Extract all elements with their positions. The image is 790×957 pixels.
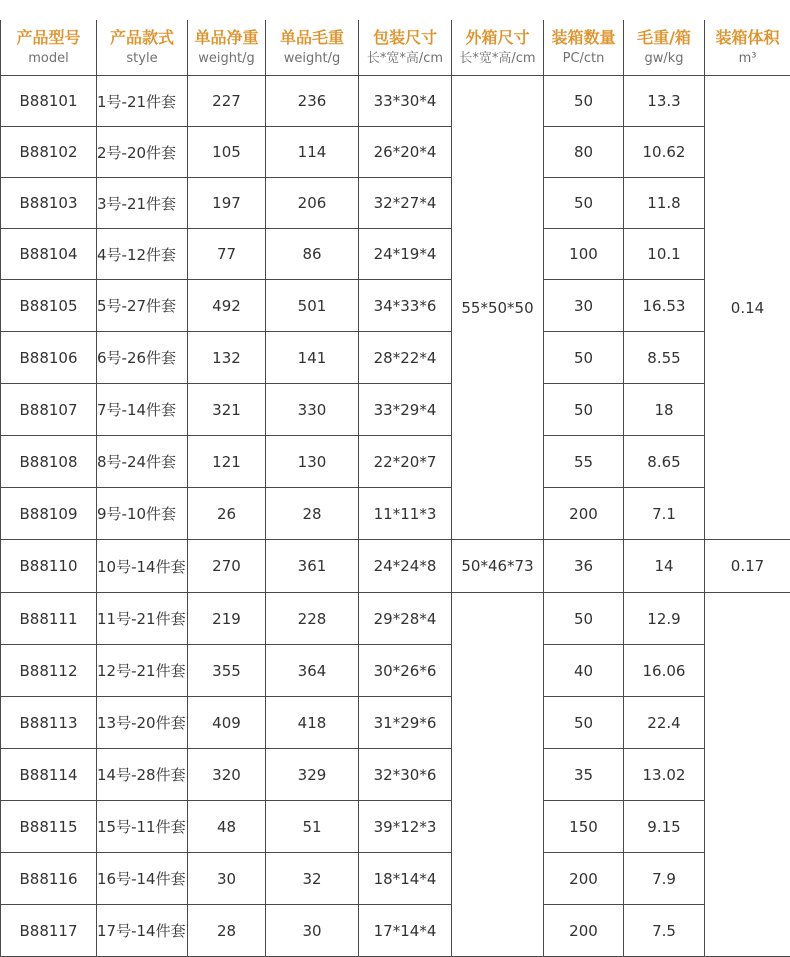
cell-net-weight: 48: [188, 801, 266, 853]
cell-net-weight: 355: [188, 645, 266, 697]
table-row: [1, 178, 790, 229]
table-row: [1, 853, 790, 905]
cell-carton-quantity: 50: [544, 593, 624, 645]
cell-gross-per-carton: 22.4: [624, 697, 705, 749]
cell-model: B88116: [1, 853, 97, 905]
cell-style: 1号-21件套: [97, 76, 188, 127]
cell-volume: 0.17: [705, 540, 790, 593]
header-net-weight: 单品净重 weight/g: [188, 20, 266, 76]
cell-volume-merged: 0.14: [705, 76, 790, 540]
cell-carton-size: 50*46*73: [452, 540, 544, 593]
cell-gross-per-carton: 7.5: [624, 905, 705, 957]
cell-gross-weight: 361: [266, 540, 359, 593]
cell-carton-quantity: 50: [544, 178, 624, 229]
table-row: [1, 905, 790, 957]
header-carton-volume: 装箱体积 m³: [705, 20, 790, 76]
cell-gross-weight: 236: [266, 76, 359, 127]
cell-gross-per-carton: 18: [624, 384, 705, 436]
table-row: [1, 488, 790, 540]
table-row: [1, 127, 790, 178]
cell-gross-per-carton: 9.15: [624, 801, 705, 853]
cell-carton-quantity: 50: [544, 697, 624, 749]
cell-style: 10号-14件套: [97, 540, 188, 593]
cell-gross-weight: 51: [266, 801, 359, 853]
cell-gross-weight: 141: [266, 332, 359, 384]
cell-volume-merged: [705, 593, 790, 957]
cell-gross-per-carton: 7.9: [624, 853, 705, 905]
cell-package-size: 33*30*4: [359, 76, 452, 127]
header-gross-weight: 单品毛重 weight/g: [266, 20, 359, 76]
cell-package-size: 33*29*4: [359, 384, 452, 436]
cell-carton-quantity: 80: [544, 127, 624, 178]
cell-net-weight: 320: [188, 749, 266, 801]
cell-gross-weight: 228: [266, 593, 359, 645]
cell-package-size: 29*28*4: [359, 593, 452, 645]
cell-gross-weight: 86: [266, 229, 359, 280]
table-row: [1, 697, 790, 749]
cell-net-weight: 492: [188, 280, 266, 332]
cell-model: B88103: [1, 178, 97, 229]
cell-package-size: 39*12*3: [359, 801, 452, 853]
table-row: [1, 801, 790, 853]
cell-style: 13号-20件套: [97, 697, 188, 749]
cell-carton-size-merged: 55*50*50: [452, 76, 544, 540]
cell-carton-quantity: 30: [544, 280, 624, 332]
cell-carton-quantity: 55: [544, 436, 624, 488]
header-gross-per-carton: 毛重/箱 gw/kg: [624, 20, 705, 76]
cell-model: B88113: [1, 697, 97, 749]
cell-style: 4号-12件套: [97, 229, 188, 280]
product-spec-table: [0, 20, 790, 957]
cell-net-weight: 227: [188, 76, 266, 127]
cell-style: 17号-14件套: [97, 905, 188, 957]
header-row: [1, 20, 790, 76]
cell-model: B88110: [1, 540, 97, 593]
cell-style: 9号-10件套: [97, 488, 188, 540]
cell-package-size: 22*20*7: [359, 436, 452, 488]
cell-package-size: 31*29*6: [359, 697, 452, 749]
cell-carton-quantity: 100: [544, 229, 624, 280]
cell-carton-quantity: 35: [544, 749, 624, 801]
cell-model: B88115: [1, 801, 97, 853]
cell-package-size: 24*19*4: [359, 229, 452, 280]
cell-package-size: 11*11*3: [359, 488, 452, 540]
cell-style: 2号-20件套: [97, 127, 188, 178]
cell-model: B88109: [1, 488, 97, 540]
cell-net-weight: 30: [188, 853, 266, 905]
cell-carton-quantity: 200: [544, 905, 624, 957]
table-row: [1, 280, 790, 332]
cell-package-size: 24*24*8: [359, 540, 452, 593]
cell-carton-quantity: 36: [544, 540, 624, 593]
cell-style: 14号-28件套: [97, 749, 188, 801]
cell-gross-weight: 330: [266, 384, 359, 436]
cell-style: 12号-21件套: [97, 645, 188, 697]
cell-carton-quantity: 200: [544, 853, 624, 905]
cell-package-size: 30*26*6: [359, 645, 452, 697]
cell-carton-quantity: 50: [544, 76, 624, 127]
cell-gross-per-carton: 8.55: [624, 332, 705, 384]
cell-package-size: 17*14*4: [359, 905, 452, 957]
cell-gross-weight: 114: [266, 127, 359, 178]
table-row: [1, 540, 790, 593]
cell-package-size: 34*33*6: [359, 280, 452, 332]
cell-net-weight: 121: [188, 436, 266, 488]
cell-gross-weight: 32: [266, 853, 359, 905]
cell-style: 5号-27件套: [97, 280, 188, 332]
cell-gross-per-carton: 16.53: [624, 280, 705, 332]
cell-gross-per-carton: 16.06: [624, 645, 705, 697]
table-row: [1, 332, 790, 384]
cell-model: B88107: [1, 384, 97, 436]
cell-gross-per-carton: 13.3: [624, 76, 705, 127]
cell-package-size: 32*30*6: [359, 749, 452, 801]
cell-model: B88106: [1, 332, 97, 384]
cell-net-weight: 270: [188, 540, 266, 593]
header-carton-quantity: 装箱数量 PC/ctn: [544, 20, 624, 76]
cell-gross-weight: 206: [266, 178, 359, 229]
cell-net-weight: 132: [188, 332, 266, 384]
cell-net-weight: 77: [188, 229, 266, 280]
cell-gross-per-carton: 10.1: [624, 229, 705, 280]
cell-model: B88111: [1, 593, 97, 645]
cell-net-weight: 409: [188, 697, 266, 749]
cell-net-weight: 26: [188, 488, 266, 540]
cell-package-size: 26*20*4: [359, 127, 452, 178]
cell-style: 6号-26件套: [97, 332, 188, 384]
cell-carton-quantity: 200: [544, 488, 624, 540]
cell-style: 8号-24件套: [97, 436, 188, 488]
cell-gross-per-carton: 14: [624, 540, 705, 593]
cell-gross-weight: 418: [266, 697, 359, 749]
cell-carton-quantity: 150: [544, 801, 624, 853]
cell-package-size: 32*27*4: [359, 178, 452, 229]
cell-style: 7号-14件套: [97, 384, 188, 436]
cell-gross-per-carton: 7.1: [624, 488, 705, 540]
cell-model: B88117: [1, 905, 97, 957]
cell-style: 11号-21件套: [97, 593, 188, 645]
cell-package-size: 28*22*4: [359, 332, 452, 384]
cell-gross-per-carton: 12.9: [624, 593, 705, 645]
cell-style: 16号-14件套: [97, 853, 188, 905]
cell-model: B88114: [1, 749, 97, 801]
cell-gross-per-carton: 10.62: [624, 127, 705, 178]
table-row: [1, 76, 790, 127]
header-package-size: 包装尺寸 长*宽*高/cm: [359, 20, 452, 76]
table-row: [1, 436, 790, 488]
cell-model: B88101: [1, 76, 97, 127]
cell-carton-quantity: 50: [544, 384, 624, 436]
cell-gross-weight: 364: [266, 645, 359, 697]
table-row: [1, 645, 790, 697]
table-row: [1, 229, 790, 280]
cell-carton-quantity: 50: [544, 332, 624, 384]
cell-net-weight: 219: [188, 593, 266, 645]
table-row: [1, 384, 790, 436]
cell-gross-weight: 30: [266, 905, 359, 957]
table-row: [1, 749, 790, 801]
cell-model: B88102: [1, 127, 97, 178]
cell-model: B88112: [1, 645, 97, 697]
cell-carton-size-merged: [452, 593, 544, 957]
cell-model: B88104: [1, 229, 97, 280]
cell-net-weight: 321: [188, 384, 266, 436]
cell-style: 15号-11件套: [97, 801, 188, 853]
header-model: 产品型号 model: [1, 20, 97, 76]
cell-model: B88108: [1, 436, 97, 488]
table-body: [1, 76, 790, 957]
cell-gross-per-carton: 11.8: [624, 178, 705, 229]
cell-gross-per-carton: 13.02: [624, 749, 705, 801]
table-row: [1, 593, 790, 645]
cell-gross-weight: 329: [266, 749, 359, 801]
header-carton-size: 外箱尺寸 长*宽*高/cm: [452, 20, 544, 76]
cell-gross-weight: 501: [266, 280, 359, 332]
cell-gross-weight: 28: [266, 488, 359, 540]
cell-net-weight: 105: [188, 127, 266, 178]
header-style: 产品款式 style: [97, 20, 188, 76]
cell-carton-quantity: 40: [544, 645, 624, 697]
cell-net-weight: 197: [188, 178, 266, 229]
cell-package-size: 18*14*4: [359, 853, 452, 905]
cell-model: B88105: [1, 280, 97, 332]
cell-style: 3号-21件套: [97, 178, 188, 229]
cell-gross-weight: 130: [266, 436, 359, 488]
cell-net-weight: 28: [188, 905, 266, 957]
cell-gross-per-carton: 8.65: [624, 436, 705, 488]
